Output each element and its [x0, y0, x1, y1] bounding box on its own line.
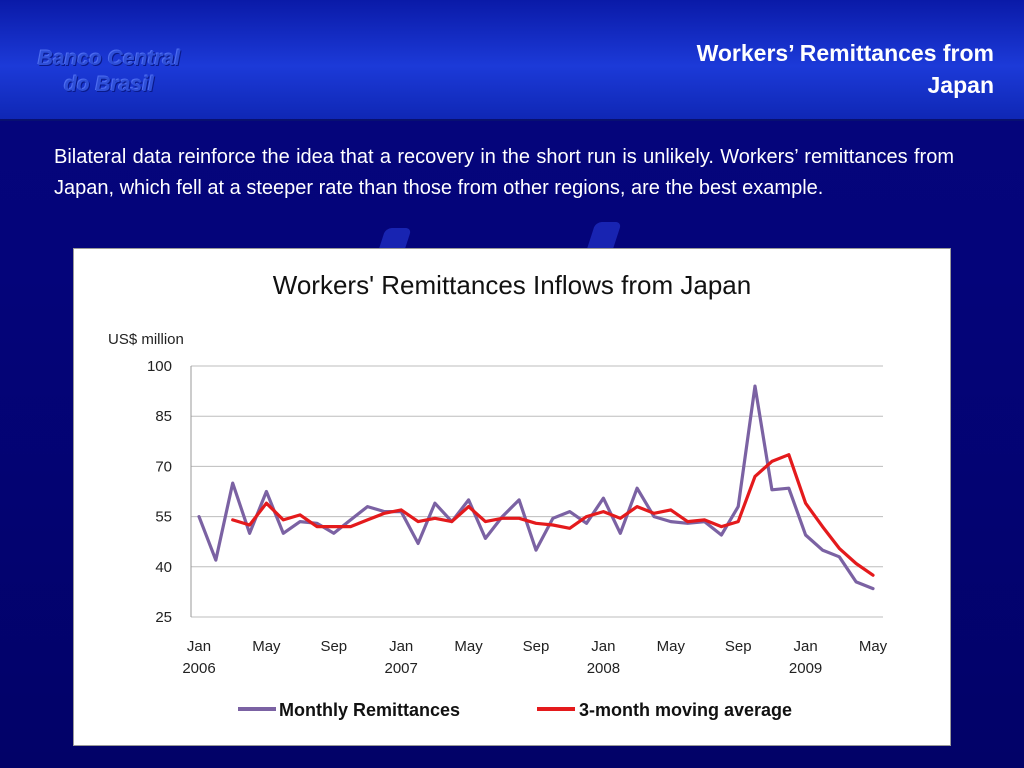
- slide-title: [534, 37, 994, 101]
- x-tick-label-10: May: [858, 638, 888, 655]
- y-tick-label-25: 25: [155, 609, 172, 626]
- body-paragraph: Bilateral data reinforce the idea that a recovery in the short run is unlikely. Workers’ remittances from Japan, which fell at a steeper rate than those from other regions, are the best example.: [54, 146, 954, 199]
- series-line-3-month-moving-average: [233, 455, 873, 576]
- x-tick-year-label-9: 2009: [788, 660, 823, 677]
- slide-title-line-2: Japan: [927, 72, 994, 98]
- x-tick-label-0: Jan: [186, 638, 212, 655]
- x-tick-label-9: Jan: [793, 638, 818, 655]
- y-axis-label: US$ million: [108, 331, 184, 348]
- x-tick-year-label-6: 2008: [586, 660, 621, 677]
- x-tick-year-label-0: 2006: [182, 660, 216, 677]
- header-divider: [0, 119, 1024, 121]
- x-tick-label-6: Jan: [591, 638, 616, 655]
- logo-line-2: do Brasil: [64, 73, 154, 96]
- x-tick-label-3: Jan: [389, 638, 414, 655]
- x-tick-label-1: May: [252, 638, 281, 655]
- x-tick-label-7: May: [656, 638, 685, 655]
- x-tick-label-4: May: [454, 638, 483, 655]
- chart-title: Workers' Remittances Inflows from Japan: [272, 270, 752, 300]
- y-tick-label-40: 40: [155, 558, 172, 576]
- logo-line-1: Banco Central: [37, 47, 181, 70]
- y-tick-labels: [147, 358, 172, 626]
- x-tick-label-2: Sep: [320, 638, 348, 655]
- chart-legend: [238, 700, 792, 720]
- x-tick-labels: [182, 638, 887, 677]
- y-tick-label-70: 70: [155, 458, 172, 476]
- remittances-chart: [74, 249, 950, 745]
- chart-panel: [73, 248, 951, 746]
- x-tick-label-5: Sep: [522, 638, 550, 655]
- bank-logo: [14, 46, 204, 98]
- slide-header: [0, 0, 1024, 120]
- slide-title-line-1: Workers’ Remittances from: [696, 40, 994, 66]
- x-tick-year-label-3: 2007: [384, 660, 418, 677]
- y-tick-label-100: 100: [146, 358, 172, 375]
- legend-label-moving-average: 3-month moving average: [579, 700, 793, 720]
- grid-lines: [191, 366, 883, 617]
- legend-label-monthly: Monthly Remittances: [279, 700, 461, 720]
- y-tick-label-55: 55: [155, 508, 172, 526]
- x-tick-label-8: Sep: [724, 638, 752, 655]
- y-tick-label-85: 85: [155, 408, 172, 426]
